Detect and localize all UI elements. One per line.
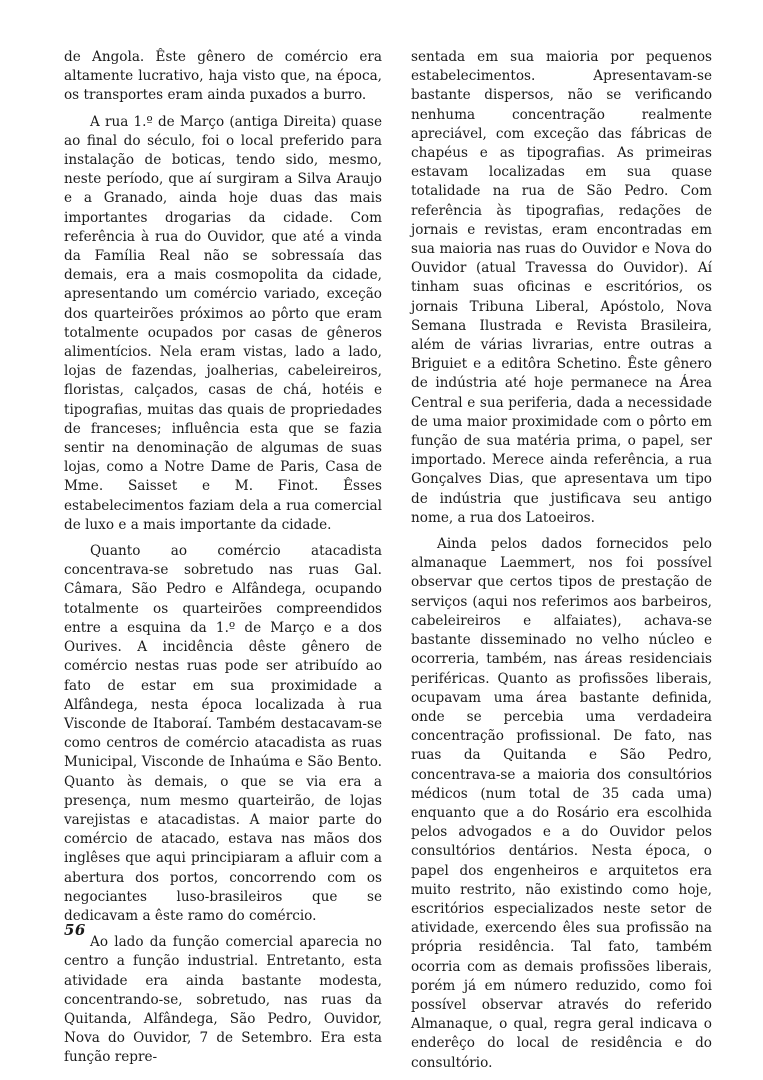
paragraph: A rua 1.º de Março (antiga Direita) quase ao final do século, foi o local preferido para instalação de boticas, tendo sido, mesmo, neste período, que aí surgiram a Silva Araujo e a Granado, ainda hoje duas das mais importantes drogarias da cidade. Com referência à rua do Ouvidor, que até a vinda da Família Real não se sobressaía das demais, era a mais cosmopolita da cidade, apresentando um comércio variado, exceção dos quarteirões próximos ao pôrto que eram totalmente ocupados por casas de gêneros alimentícios. Nela eram vistas, lado a lado, lojas de fazendas, joalherias, cabeleireiros, floristas, calçados, casas de chá, hotéis e tipografias, muitas das quais de propriedades de franceses; influência esta que se fazia sentir na denominação de algumas de suas lojas, como a Notre Dame de Paris, Casa de Mme. Saisset e M. Finot. Êsses estabelecimentos faziam dela a rua comercial de luxo e a mais importante da cidade. [64, 113, 382, 533]
paragraph: Ao lado da função comercial aparecia no centro a função industrial. Entretanto, esta atividade era ainda bastante modesta, concentrando-se, sobretudo, nas ruas da Quitanda, Alfândega, São Pedro, Ouvidor, Nova do Ouvidor, 7 de Setembro. Era esta função repre- [64, 934, 382, 1066]
paragraph: sentada em sua maioria por pequenos estabelecimentos. Apresentavam-se bastante dispersos, não se verificando nenhuma concentração realmente apreciável, com exceção das fábricas de chapéus e as tipografias. As primeiras estavam localizadas em sua quase totalidade na rua de São Pedro. Com referência às tipografias, redações de jornais e revistas, eram encontradas em sua maioria nas ruas do Ouvidor e Nova do Ouvidor (atual Travessa do Ouvidor). Aí tinham suas oficinas e escritórios, os jornais Tribuna Liberal, Apóstolo, Nova Semana Ilustrada e Revista Brasileira, além de várias livrarias, entre outras a Briguiet e a editôra Schetino. Êste gênero de indústria até hoje permanece na Área Central e sua periferia, dada a necessidade de uma maior proximidade com o pôrto em função de sua matéria prima, o papel, ser importado. Merece ainda referência, a rua Gonçalves Dias, que apresentava um tipo de indústria que justificava seu antigo nome, a rua dos Latoeiros. [411, 49, 712, 526]
paragraph: de Angola. Êste gênero de comércio era altamente lucrativo, haja visto que, na época, os transportes eram ainda puxados a burro. [64, 49, 382, 104]
paragraph: Quanto ao comércio atacadista concentrava-se sobretudo nas ruas Gal. Câmara, São Pedro e Alfândega, ocupando totalmente os quarteirões compreendidos entre a esquina da 1.º de Março e a dos Ourives. A incidência dêste gênero de comércio nestas ruas pode ser atribuído ao fato de estar em sua proximidade a Alfândega, nesta época localizada à rua Visconde de Itaboraí. Também destacavam-se como centros de comércio atacadista as ruas Municipal, Visconde de Inhaúma e São Bento. Quanto às demais, o que se via era a presença, num mesmo quarteirão, de lojas varejistas e atacadistas. A maior parte do comércio de atacado, estava nas mãos dos inglêses que aqui principiaram a afluir com a abertura dos portos, concorrendo com os negociantes luso-brasileiros que se dedicavam a êste ramo do comércio. [64, 543, 382, 924]
left-column [64, 48, 382, 1075]
paragraph: Ainda pelos dados fornecidos pelo almanaque Laemmert, nos foi possível observar que certos tipos de prestação de serviços (aqui nos referimos aos barbeiros, cabeleireiros e alfaiates), achava-se bastante disseminado no velho núcleo e ocorreria, também, nas áreas residenciais periféricas. Quanto as profissões liberais, ocupavam uma área bastante definida, onde se percebia uma verdadeira concentração profissional. De fato, nas ruas da Quitanda e São Pedro, concentrava-se a maioria dos consultórios médicos (num total de 35 cada uma) enquanto que a do Rosário era escolhida pelos advogados e a do Ouvidor pelos consultórios dentários. Nesta época, o papel dos engenheiros e arquitetos era muito restrito, não existindo como hoje, escritórios especializados neste setor de atividade, exercendo êles sua profissão na própria residência. Tal fato, também ocorria com as demais profissões liberais, porém já em número reduzido, como foi possível observar através do referido Almanaque, o qual, regra geral indicava o enderêço do local de residência e do consultório. [411, 536, 712, 1071]
page-number: 56 [64, 921, 86, 939]
right-column [411, 48, 712, 1080]
